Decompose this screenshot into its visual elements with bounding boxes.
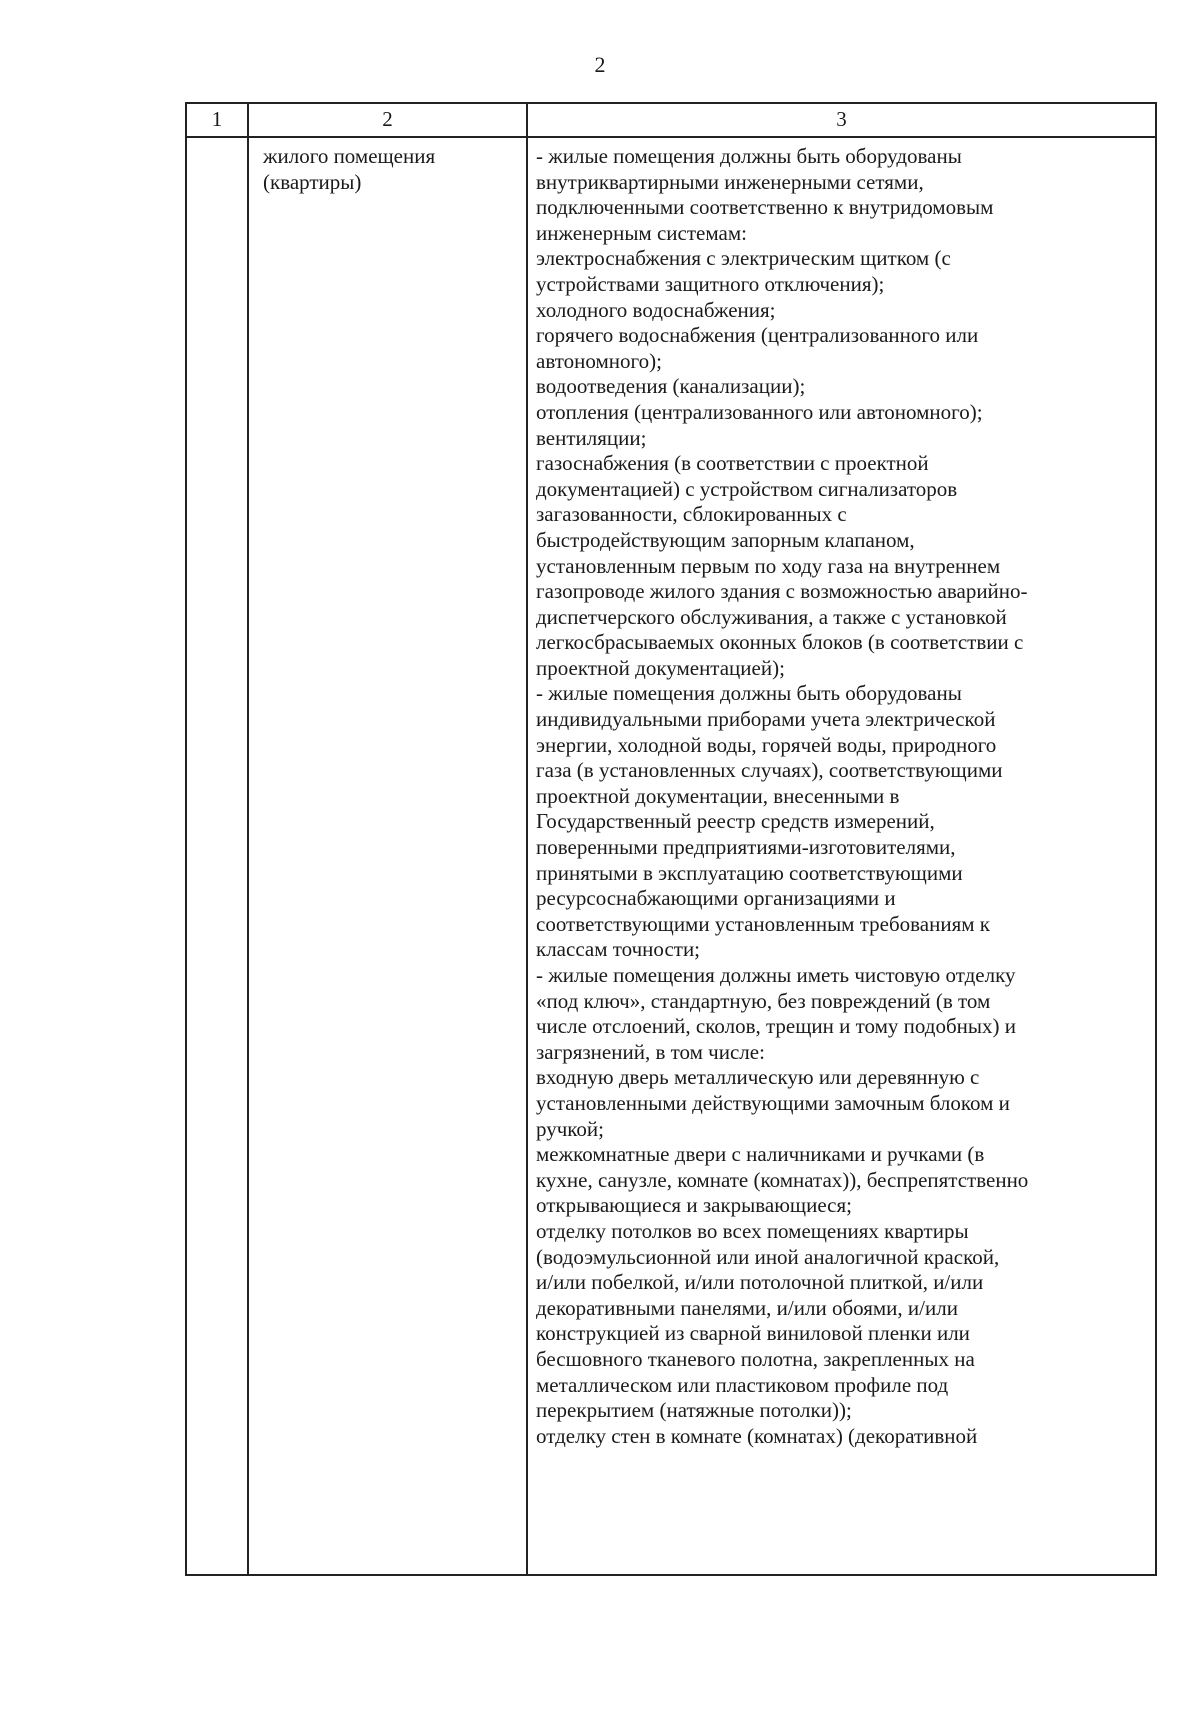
col3-text-line: установленными действующими замочным блоком и (536, 1090, 1010, 1115)
col3-text-line: установленным первым по ходу газа на внутреннем (536, 553, 1001, 578)
col3-text-line: проектной документации, внесенными в (536, 783, 900, 808)
col3-text-line: электроснабжения с электрическим щитком (с (536, 246, 951, 271)
col3-text-line: документацией) с устройством сигнализаторов (536, 476, 958, 501)
col3-text-line: бесшовного тканевого полотна, закрепленных на (536, 1346, 975, 1371)
col3-text-line: быстродействующим запорным клапаном, (536, 527, 915, 552)
column-header-1: 1 (186, 103, 248, 137)
col2-text-line: (квартиры) (263, 169, 362, 194)
col3-text-line: инженерным системам: (536, 220, 747, 245)
col3-text-line: загрязнений, в том числе: (536, 1039, 765, 1064)
col3-text-line: ресурсоснабжающими организациями и (536, 886, 896, 911)
col3-text-line: - жилые помещения должны быть оборудованы (536, 144, 962, 168)
col3-text-line: конструкцией из сварной виниловой пленки или (536, 1321, 970, 1346)
table-cell-col1 (186, 137, 248, 1575)
column-header-3: 3 (527, 103, 1156, 137)
col3-text-line: внутриквартирными инженерными сетями, (536, 169, 924, 194)
column-header-2: 2 (248, 103, 527, 137)
col3-text-line: автономного); (536, 348, 662, 373)
col3-text-line: Государственный реестр средств измерений, (536, 809, 935, 834)
table-header-row (186, 103, 1156, 137)
col3-text-line: загазованности, сблокированных с (536, 502, 847, 527)
col3-text-line: - жилые помещения должны иметь чистовую отделку (536, 963, 1016, 987)
col3-text-line: холодного водоснабжения; (536, 297, 776, 322)
table-cell-col2 (248, 137, 527, 1575)
col3-text-line: газопроводе жилого здания с возможностью аварийно- (536, 579, 1028, 604)
col3-text-line: открывающиеся и закрывающиеся; (536, 1193, 852, 1218)
col3-text-line: перекрытием (натяжные потолки)); (536, 1398, 852, 1423)
col3-text-line: газоснабжения (в соответствии с проектной (536, 451, 929, 476)
table-row (186, 137, 1156, 1575)
col2-text-line: жилого помещения (263, 144, 436, 168)
col3-text-line: металлическом или пластиковом профиле под (536, 1372, 949, 1397)
col3-text-line: индивидуальными приборами учета электрической (536, 707, 996, 732)
col3-text-line: горячего водоснабжения (централизованного или (536, 323, 979, 348)
col3-text-line: подключенными соответственно к внутридомовым (536, 195, 994, 220)
col3-text-line: кухне, санузле, комнате (комнатах)), беспрепятственно (536, 1167, 1029, 1192)
col3-text-line: вентиляции; (536, 425, 647, 450)
col3-text-line: «под ключ», стандартную, без повреждений (в том (536, 988, 991, 1013)
col3-text-line: диспетчерского обслуживания, а также с установкой (536, 604, 1007, 629)
col3-text-line: газа (в установленных случаях), соответствующими (536, 758, 1003, 783)
col3-text-line: водоотведения (канализации); (536, 374, 806, 399)
col3-text-line: устройствами защитного отключения); (536, 271, 885, 296)
col3-text-line: ручкой; (536, 1116, 604, 1141)
col3-text-line: легкосбрасываемых оконных блоков (в соответствии с (536, 630, 1024, 655)
col3-text-line: принятыми в эксплуатацию соответствующими (536, 860, 963, 885)
col3-text-line: входную дверь металлическую или деревянную с (536, 1065, 980, 1090)
col3-text-line: соответствующими установленным требованиям к (536, 911, 990, 936)
col3-text-line: межкомнатные двери с наличниками и ручками (в (536, 1142, 985, 1167)
requirements-table (185, 102, 1157, 1576)
col3-text-line: и/или побелкой, и/или потолочной плиткой, и/или (536, 1270, 984, 1295)
col3-text-line: отделку стен в комнате (комнатах) (декоративной (536, 1423, 978, 1448)
page-number: 2 (594, 52, 606, 77)
col3-text-line: отопления (централизованного или автономного); (536, 399, 983, 424)
col3-text-line: поверенными предприятиями-изготовителями, (536, 835, 956, 860)
table-cell-col3 (527, 137, 1156, 1575)
col3-text-line: декоративными панелями, и/или обоями, и/или (536, 1295, 958, 1320)
col3-text-line: (водоэмульсионной или иной аналогичной краской, (536, 1244, 1000, 1269)
col3-text-line: энергии, холодной воды, горячей воды, природного (536, 732, 997, 757)
col3-text-line: проектной документацией); (536, 655, 785, 680)
col3-text-line: классам точности; (536, 937, 701, 962)
col3-text-line: - жилые помещения должны быть оборудованы (536, 681, 962, 706)
col3-text-line: числе отслоений, сколов, трещин и тому подобных) и (536, 1014, 1017, 1039)
col3-text-line: отделку потолков во всех помещениях квартиры (536, 1218, 969, 1243)
